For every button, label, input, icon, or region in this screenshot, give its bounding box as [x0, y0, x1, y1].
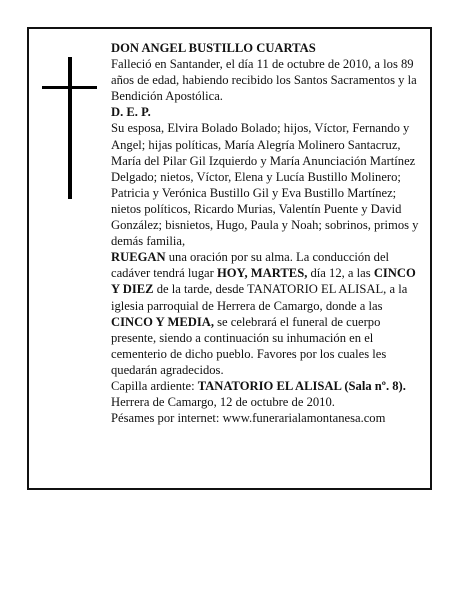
dep-line: D. E. P. [111, 105, 151, 120]
obituary-text [111, 40, 421, 426]
deceased-name: DON ANGEL BUSTILLO CUARTAS [111, 41, 316, 55]
capilla-value: TANATORIO EL ALISAL (Sala nº. 8). [197, 378, 406, 393]
capilla-ardiente [111, 378, 421, 394]
ceremony-details [111, 249, 421, 378]
ceremony-text-2: día 12, a las [307, 266, 374, 281]
ceremony-text-1: una oración por su alma. La conducción del cadáver tendrá lugar [111, 250, 390, 281]
ceremony-time-2: CINCO Y MEDIA, [111, 314, 214, 329]
ceremony-text-4: se celebrará el funeral de cuerpo presente, siendo a continuación su inhumación en el cementerio de dicho pueblo. Favores por los cuales les quedarán agradecidos. [111, 314, 387, 377]
cross-icon-horizontal [42, 86, 97, 89]
pesames-line: Pésames por internet: www.funerarialamontanesa.com [111, 411, 386, 426]
ceremony-text-3: de la tarde, desde TANATORIO EL ALISAL, a la iglesia parroquial de Herrera de Camargo, donde a las [111, 282, 408, 313]
capilla-label: Capilla ardiente: [111, 378, 198, 393]
place-date: Herrera de Camargo, 12 de octubre de 2010. [111, 395, 335, 410]
cross-icon-vertical [68, 57, 72, 199]
family-list: Su esposa, Elvira Bolado Bolado; hijos, Víctor, Fernando y Angel; hijas políticas, María Alegría Molinero Santacruz, María del Pilar Gil Izquierdo y María Anunciación Martínez Delgado; nietos, Víctor, Elena y Lucía Bustillo Molinero; Patricia y Verónica Bustillo Gil y Eva Bustillo Martínez; nietos políticos, Ricardo Murias, Valentín Puente y David González; bisnietos, Hugo, Paula y Noah; sobrinos, primos y demás familia, [111, 121, 419, 249]
ceremony-time-1: CINCO Y DIEZ [111, 266, 416, 297]
death-announcement: Falleció en Santander, el día 11 de octubre de 2010, a los 89 años de edad, habiendo recibido los Santos Sacramentos y la Bendición Apostólica. [111, 57, 417, 104]
ruegan-label: RUEGAN [111, 250, 166, 265]
ceremony-day: HOY, MARTES, [216, 266, 308, 281]
